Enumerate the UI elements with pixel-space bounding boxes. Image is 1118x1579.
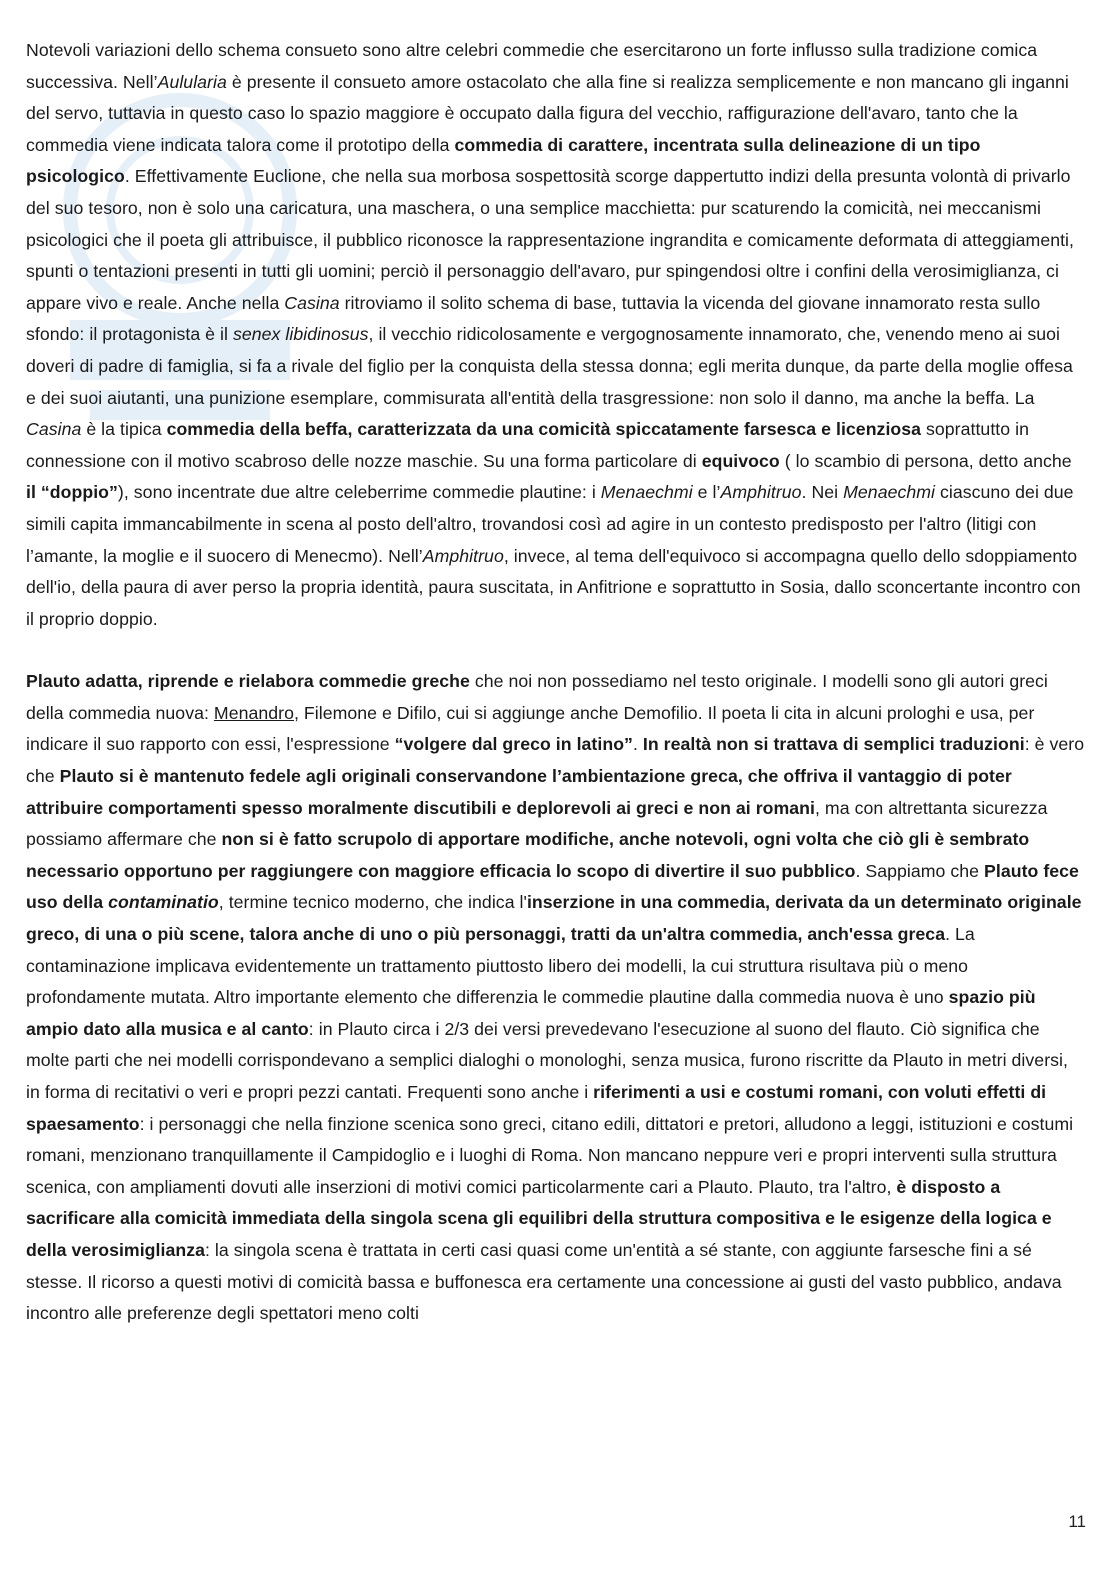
text-run: riferimenti a usi e costumi romani, con voluti effetti di spaesamento xyxy=(26,1082,1047,1134)
text-run: Amphitruo xyxy=(422,545,504,566)
text-run: Menandro xyxy=(213,702,294,723)
text-run: Casina xyxy=(284,292,340,313)
text-run: senex libidinosus xyxy=(232,324,369,345)
text-run: Aulularia xyxy=(157,71,227,92)
text-run: spazio più ampio dato alla musica e al canto xyxy=(26,987,1036,1039)
text-run: commedia della beffa, caratterizzata da una comicità spiccatamente farsesca e licenziosa xyxy=(166,419,922,440)
text-run: il “doppio” xyxy=(26,482,118,503)
text-run: non si è fatto scrupolo di apportare modifiche, anche notevoli, ogni volta che ciò gli è sembrato necessario opportuno per raggiungere con maggiore efficacia lo scopo di divertire il suo pubblico xyxy=(26,829,1030,881)
paragraph-plautus-adaptation: Plauto adatta, riprende e rielabora commedie greche che noi non possediamo nel testo originale. I modelli sono gli autori greci della commedia nuova: Menandro, Filemone e Difilo, cui si aggiunge anche Demofilio. Il poeta li cita in alcuni prologhi e usa, per indicare il suo rapporto con essi, l'espressione “volgere dal greco in latino”. In realtà non si trattava di semplici traduzioni: è vero che Plauto si è mantenuto fedele agli originali conservandone l’ambientazione greca, che offriva il vantaggio di poter attribuire comportamenti spesso moralmente discutibili e deplorevoli ai greci e non ai romani, ma con altrettanta sicurezza possiamo affermare che non si è fatto scrupolo di apportare modifiche, anche notevoli, ogni volta che ciò gli è sembrato necessario opportuno per raggiungere con maggiore efficacia lo scopo di divertire il suo pubblico. Sappiamo che Plauto fece uso della contaminatio, termine tecnico moderno, che indica l'inserzione in una commedia, derivata da un determinato originale greco, di una o più scene, talora anche di uno o più personaggi, tratti da un'altra commedia, anch'essa greca. La contaminazione implicava evidentemente un trattamento piuttosto libero dei modelli, la cui struttura risultava più o meno profondamente mutata. Altro importante elemento che differenzia le commedie plautine dalla commedia nuova è uno spazio più ampio dato alla musica e al canto: in Plauto circa i 2/3 dei versi prevedevano l'esecuzione al suono del flauto. Ciò significa che molte parti che nei modelli corrispondevano a semplici dialoghi o monologhi, senza musica, furono riscritte da Plauto in metri diversi, in forma di recitativi o veri e propri pezzi cantati. Frequenti sono anche i riferimenti a usi e costumi romani, con voluti effetti di spaesamento: i personaggi che nella finzione scenica sono greci, citano edili, dittatori e pretori, alludono a leggi, istituzioni e costumi romani, menzionano tranquillamente il Campidoglio e i luoghi di Roma. Non mancano neppure veri e propri interventi sulla struttura scenica, con ampliamenti dovuti alle inserzioni di motivi comici particolarmente cari a Plauto. Plauto, tra l'altro, è disposto a sacrificare alla comicità immediata della singola scena gli equilibri della struttura compositiva e le esigenze della logica e della verosimiglianza: la singola scena è trattata in certi casi quasi come un'entità a sé stante, con aggiunte farsesche fini a sé stesse. Il ricorso a questi motivi di comicità bassa e buffonesca era certamente una concessione ai gusti del vasto pubblico, andava incontro alle preferenze degli spettatori meno colti xyxy=(26,671,1085,1324)
text-run: commedia di carattere, incentrata sulla delineazione di un tipo psicologico xyxy=(26,134,981,187)
text-run: equivoco xyxy=(701,450,780,471)
text-run: Menaechmi xyxy=(600,482,693,503)
text-run: Plauto fece uso della xyxy=(26,860,1079,913)
text-run: Menaechmi xyxy=(843,482,936,503)
body-text xyxy=(26,35,1086,1330)
text-run: Plauto si è mantenuto fedele agli originali conservandone l’ambientazione greca, che offriva il vantaggio di poter attribuire comportamenti spesso moralmente discutibili e deplorevoli ai greci e non ai romani xyxy=(26,766,1012,818)
text-run: “volgere dal greco in latino” xyxy=(394,734,633,755)
text-run: inserzione in una commedia, derivata da un determinato originale greco, di una o più scene, talora anche di uno o più personaggi, tratti da un'altra commedia, anch'essa greca xyxy=(26,892,1082,945)
text-run: contaminatio xyxy=(108,892,219,913)
text-run: In realtà non si trattava di semplici traduzioni xyxy=(642,734,1025,755)
text-run: Amphitruo xyxy=(720,482,802,503)
page-number: 11 xyxy=(1068,1512,1086,1531)
paragraph-comedies-variations: Notevoli variazioni dello schema consueto sono altre celebri commedie che esercitarono un forte influsso sulla tradizione comica successiva. Nell’Aulularia è presente il consueto amore ostacolato che alla fine si realizza semplicemente e non mancano gli inganni del servo, tuttavia in questo caso lo spazio maggiore è occupato dalla figura del vecchio, raffigurazione dell'avaro, tanto che la commedia viene indicata talora come il prototipo della commedia di carattere, incentrata sulla delineazione di un tipo psicologico. Effettivamente Euclione, che nella sua morbosa sospettosità scorge dappertutto indizi della presunta volontà di privarlo del suo tesoro, non è solo una caricatura, una maschera, o una semplice macchietta: pur scaturendo la comicità, nei meccanismi psicologici che il poeta gli attribuisce, il pubblico riconosce la rappresentazione ingrandita e comicamente deformata di atteggiamenti, spunti o tentazioni presenti in tutti gli uomini; perciò il personaggio dell'avaro, pur spingendosi oltre i confini della verosimiglianza, ci appare vivo e reale. Anche nella Casina ritroviamo il solito schema di base, tuttavia la vicenda del giovane innamorato resta sullo sfondo: il protagonista è il senex libidinosus, il vecchio ridicolosamente e vergognosamente innamorato, che, venendo meno ai suoi doveri di padre di famiglia, si fa a rivale del figlio per la conquista della stessa donna; egli merita dunque, da parte della moglie offesa e dei suoi aiutanti, una punizione esemplare, commisurata all'entità della trasgressione: non solo il danno, ma anche la beffa. La Casina è la tipica commedia della beffa, caratterizzata da una comicità spiccatamente farsesca e licenziosa soprattutto in connessione con il motivo scabroso delle nozze maschie. Su una forma particolare di equivoco ( lo scambio di persona, detto anche il “doppio”), sono incentrate due altre celeberrime commedie plautine: i Menaechmi e l’Amphitruo. Nei Menaechmi ciascuno dei due simili capita immancabilmente in scena al posto dell'altro, trovandosi così ad agire in un contesto predisposto per l'altro (litigi con l’amante, la moglie e il suocero di Menecmo). Nell’Amphitruo, invece, al tema dell'equivoco si accompagna quello dello sdoppiamento dell'io, della paura di aver perso la propria identità, paura suscitata, in Anfitrione e soprattutto in Sosia, dallo sconcertante incontro con il proprio doppio. xyxy=(26,40,1081,629)
text-run: è disposto a sacrificare alla comicità immediata della singola scena gli equilibri della struttura compositiva e le esigenze della logica e della verosimiglianza xyxy=(26,1176,1052,1260)
text-run: Plauto adatta, riprende e rielabora commedie greche xyxy=(26,671,470,692)
text-run: Casina xyxy=(26,419,82,440)
